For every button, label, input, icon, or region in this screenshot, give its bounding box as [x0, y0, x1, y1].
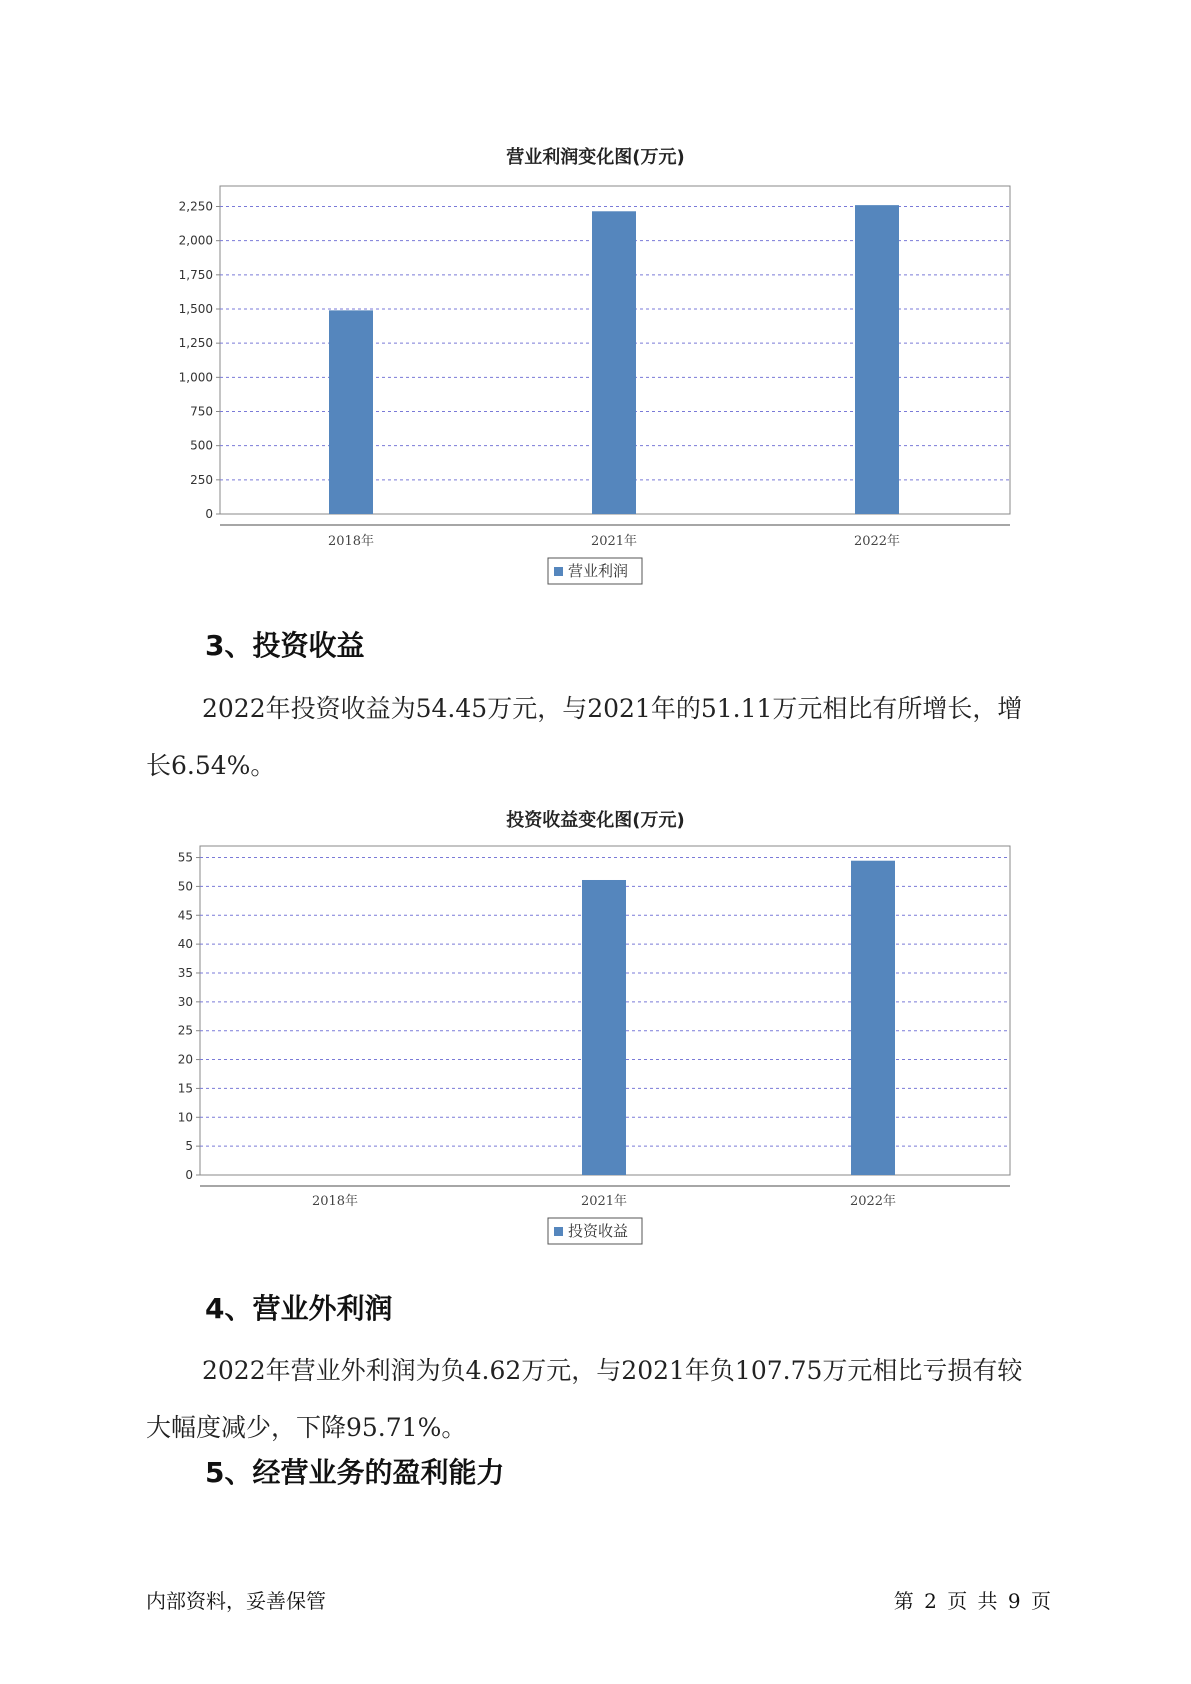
y-tick-label: 35 — [177, 965, 193, 980]
legend-label: 投资收益 — [568, 1222, 629, 1240]
y-tick-label: 45 — [177, 908, 193, 923]
y-tick-label: 1,750 — [178, 267, 213, 282]
y-tick-label: 250 — [190, 472, 213, 487]
chart-title-investment-income: 投资收益变化图(万元) — [506, 810, 685, 831]
y-tick-label: 500 — [190, 438, 213, 453]
footer-confidential-note: 内部资料，妥善保管 — [146, 1589, 326, 1613]
x-tick-label: 2022年 — [849, 1194, 897, 1209]
x-tick-label: 2021年 — [580, 1194, 628, 1209]
y-tick-label: 1,000 — [178, 370, 213, 385]
y-tick-label: 30 — [177, 994, 193, 1009]
bar-2022年 — [851, 861, 895, 1175]
paragraph-investment-text: 2022年投资收益为54.45万元，与2021年的51.11万元相比有所增长，增长6.54%。 — [146, 694, 1023, 780]
y-tick-label: 2,000 — [178, 233, 213, 248]
x-tick-label: 2018年 — [327, 534, 375, 549]
y-tick-label: 50 — [177, 879, 193, 894]
y-tick-label: 25 — [177, 1023, 193, 1038]
y-tick-label: 5 — [185, 1139, 193, 1154]
section-heading-operating-profitability: 5、经营业务的盈利能力 — [205, 1456, 505, 1489]
y-tick-label: 750 — [190, 404, 213, 419]
y-tick-label: 0 — [185, 1168, 193, 1182]
x-tick-label: 2018年 — [311, 1194, 359, 1209]
y-tick-label: 10 — [177, 1110, 193, 1125]
footer-page-number: 第 2 页 共 9 页 — [893, 1589, 1051, 1613]
y-tick-label: 55 — [177, 850, 193, 865]
y-tick-label: 15 — [177, 1081, 193, 1096]
chart-title-operating-profit: 营业利润变化图(万元) — [506, 147, 685, 168]
y-tick-label: 1,500 — [178, 302, 213, 316]
bar-2021年 — [582, 880, 626, 1175]
paragraph-non-operating — [146, 1342, 1046, 1456]
y-tick-label: 40 — [177, 937, 193, 952]
y-tick-label: 1,250 — [178, 336, 213, 351]
legend-label: 营业利润 — [568, 562, 629, 580]
x-tick-label: 2022年 — [853, 534, 901, 549]
x-tick-label: 2021年 — [590, 534, 638, 549]
paragraph-non-operating-text: 2022年营业外利润为负4.62万元，与2021年负107.75万元相比亏损有较大幅度减少，下降95.71%。 — [146, 1356, 1023, 1442]
y-tick-label: 20 — [177, 1052, 193, 1067]
y-tick-label: 2,250 — [178, 199, 213, 214]
legend-swatch — [554, 1227, 563, 1236]
section-heading-investment: 3、投资收益 — [205, 629, 365, 662]
section-heading-non-operating: 4、营业外利润 — [205, 1292, 393, 1325]
y-tick-label: 0 — [205, 507, 213, 521]
